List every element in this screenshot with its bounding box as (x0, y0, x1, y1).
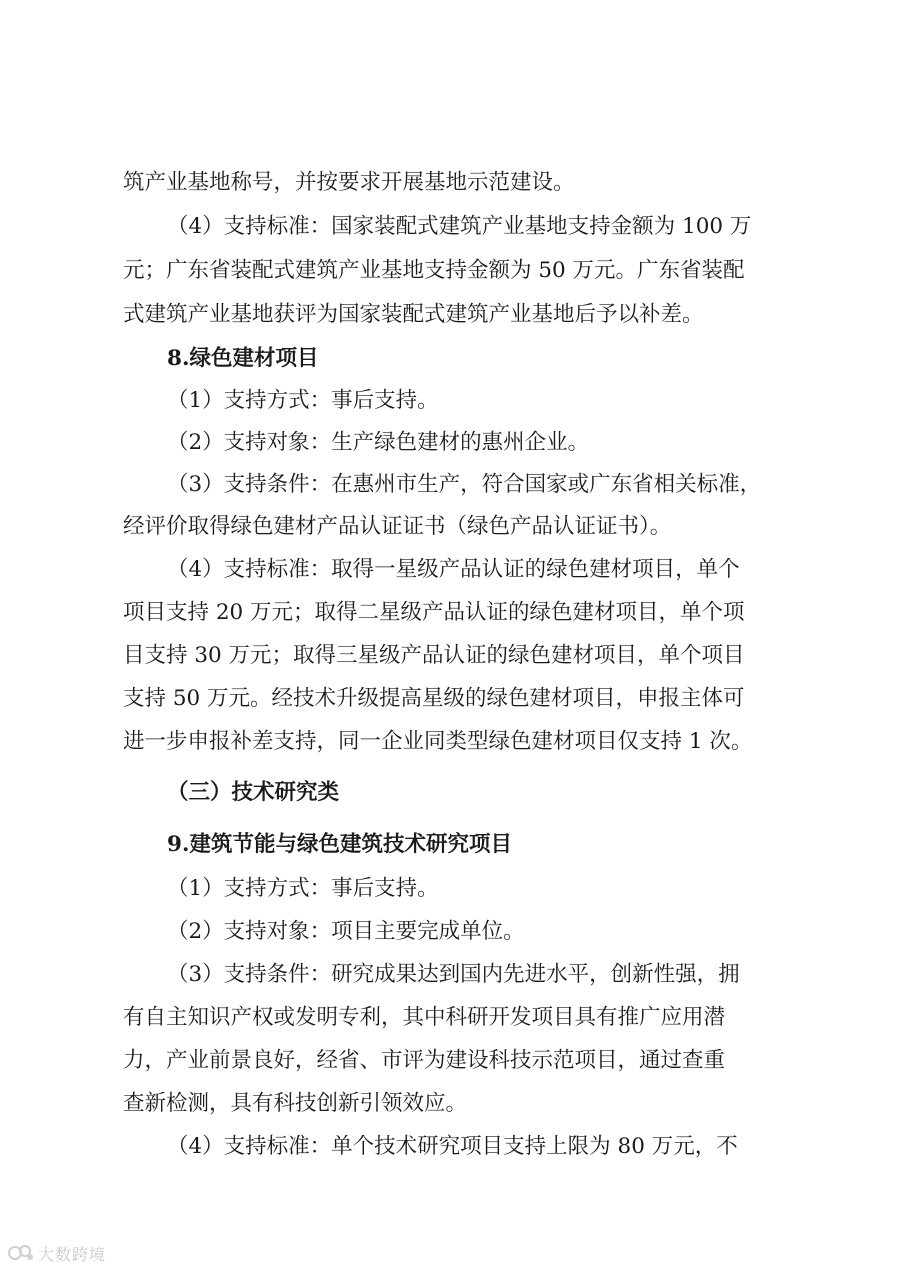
section-heading: （三）技术研究类 (167, 780, 340, 805)
text-line: （1）支持方式：事后支持。 (167, 876, 439, 901)
text-line: （3）支持条件：在惠州市生产，符合国家或广东省相关标准， (167, 472, 762, 497)
text-line: （2）支持对象：生产绿色建材的惠州企业。 (167, 430, 590, 455)
section-heading: 9.建筑节能与绿色建筑技术研究项目 (167, 832, 512, 857)
section-heading: 8.绿色建材项目 (167, 346, 319, 371)
text-line: （4）支持标准：单个技术研究项目支持上限为 80 万元，不 (167, 1134, 738, 1159)
text-line: 经评价取得绿色建材产品认证证书（绿色产品认证证书）。 (123, 514, 672, 539)
watermark (8, 1241, 106, 1265)
text-line: （4）支持标准：取得一星级产品认证的绿色建材项目，单个 (167, 557, 740, 582)
text-line: 式建筑产业基地获评为国家装配式建筑产业基地后予以补差。 (123, 302, 704, 327)
text-line: （1）支持方式：事后支持。 (167, 388, 439, 413)
text-line: 项目支持 20 万元；取得二星级产品认证的绿色建材项目，单个项 (123, 600, 745, 625)
text-line: 元；广东省装配式建筑产业基地支持金额为 50 万元。广东省装配 (123, 258, 745, 283)
text-line: 筑产业基地称号，并按要求开展基地示范建设。 (123, 170, 575, 195)
watermark-text: 大数跨境 (38, 1244, 107, 1264)
watermark-logo-icon (8, 1242, 34, 1264)
text-line: （2）支持对象：项目主要完成单位。 (167, 919, 525, 944)
text-line: （3）支持条件：研究成果达到国内先进水平，创新性强，拥 (167, 962, 740, 987)
text-line: 力，产业前景良好，经省、市评为建设科技示范项目，通过查重 (123, 1048, 726, 1073)
text-line: 查新检测，具有科技创新引领效应。 (123, 1091, 468, 1116)
text-line: 支持 50 万元。经技术升级提高星级的绿色建材项目，申报主体可 (123, 686, 745, 711)
text-line: 目支持 30 万元；取得三星级产品认证的绿色建材项目，单个项目 (123, 643, 745, 668)
text-line: （4）支持标准：国家装配式建筑产业基地支持金额为 100 万 (167, 214, 752, 239)
text-line: 进一步申报补差支持，同一企业同类型绿色建材项目仅支持 1 次。 (123, 729, 753, 754)
text-line: 有自主知识产权或发明专利，其中科研开发项目具有推广应用潜 (123, 1005, 726, 1030)
